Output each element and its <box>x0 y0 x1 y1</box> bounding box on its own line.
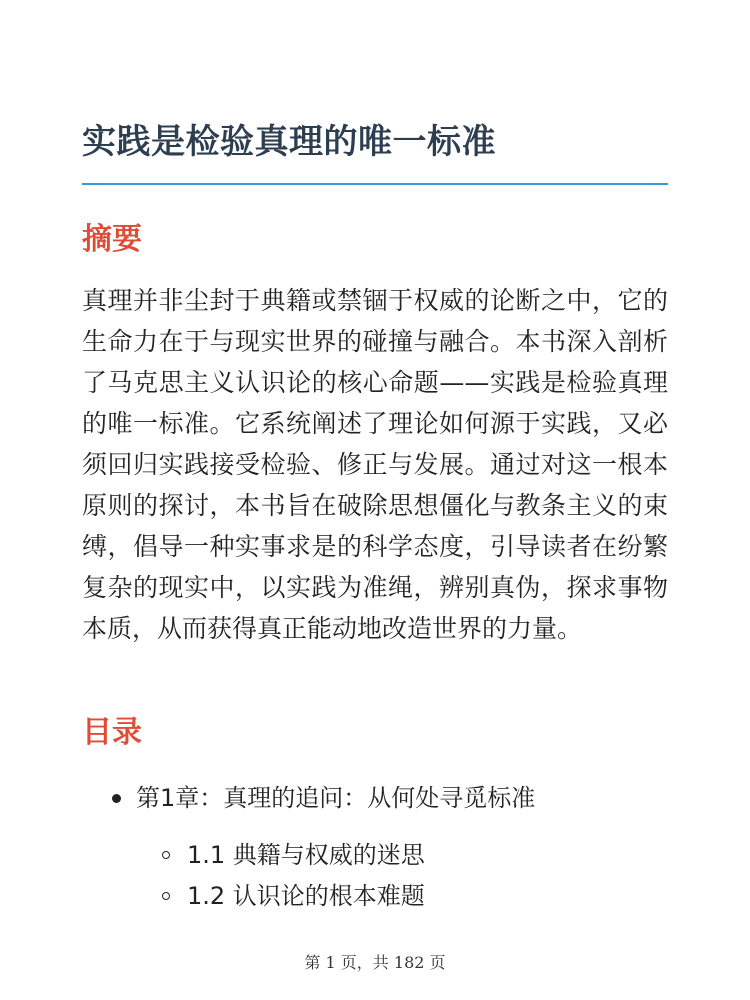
toc-chapter-label: 第1章：真理的追问：从何处寻觅标准 <box>136 784 536 812</box>
abstract-heading: 摘要 <box>82 222 142 257</box>
toc-section-item <box>162 878 662 914</box>
bullet-circle-icon <box>162 892 170 900</box>
title-divider <box>82 183 668 185</box>
toc-section-label: 1.1 典籍与权威的迷思 <box>187 841 425 869</box>
page-footer: 第 1 页，共 182 页 <box>304 953 446 972</box>
bullet-circle-icon <box>162 851 170 859</box>
toc-section-label: 1.2 认识论的根本难题 <box>187 882 425 910</box>
toc-heading: 目录 <box>82 715 142 750</box>
bullet-dot-icon <box>112 794 121 803</box>
abstract-paragraph: 真理并非尘封于典籍或禁锢于权威的论断之中，它的生命力在于与现实世界的碰撞与融合。本书深入剖析了马克思主义认识论的核心命题——实践是检验真理的唯一标准。它系统阐述了理论如何源于实践，又必须回归实践接受检验、修正与发展。通过对这一根本原则的探讨，本书旨在破除思想僵化与教条主义的束缚，倡导一种实事求是的科学态度，引导读者在纷繁复杂的现实中，以实践为准绳，辨别真伪，探求事物本质，从而获得真正能动地改造世界的力量。 <box>82 286 668 643</box>
page-title: 实践是检验真理的唯一标准 <box>82 122 496 162</box>
toc-chapter-item <box>112 780 672 816</box>
toc-section-item <box>162 837 662 873</box>
